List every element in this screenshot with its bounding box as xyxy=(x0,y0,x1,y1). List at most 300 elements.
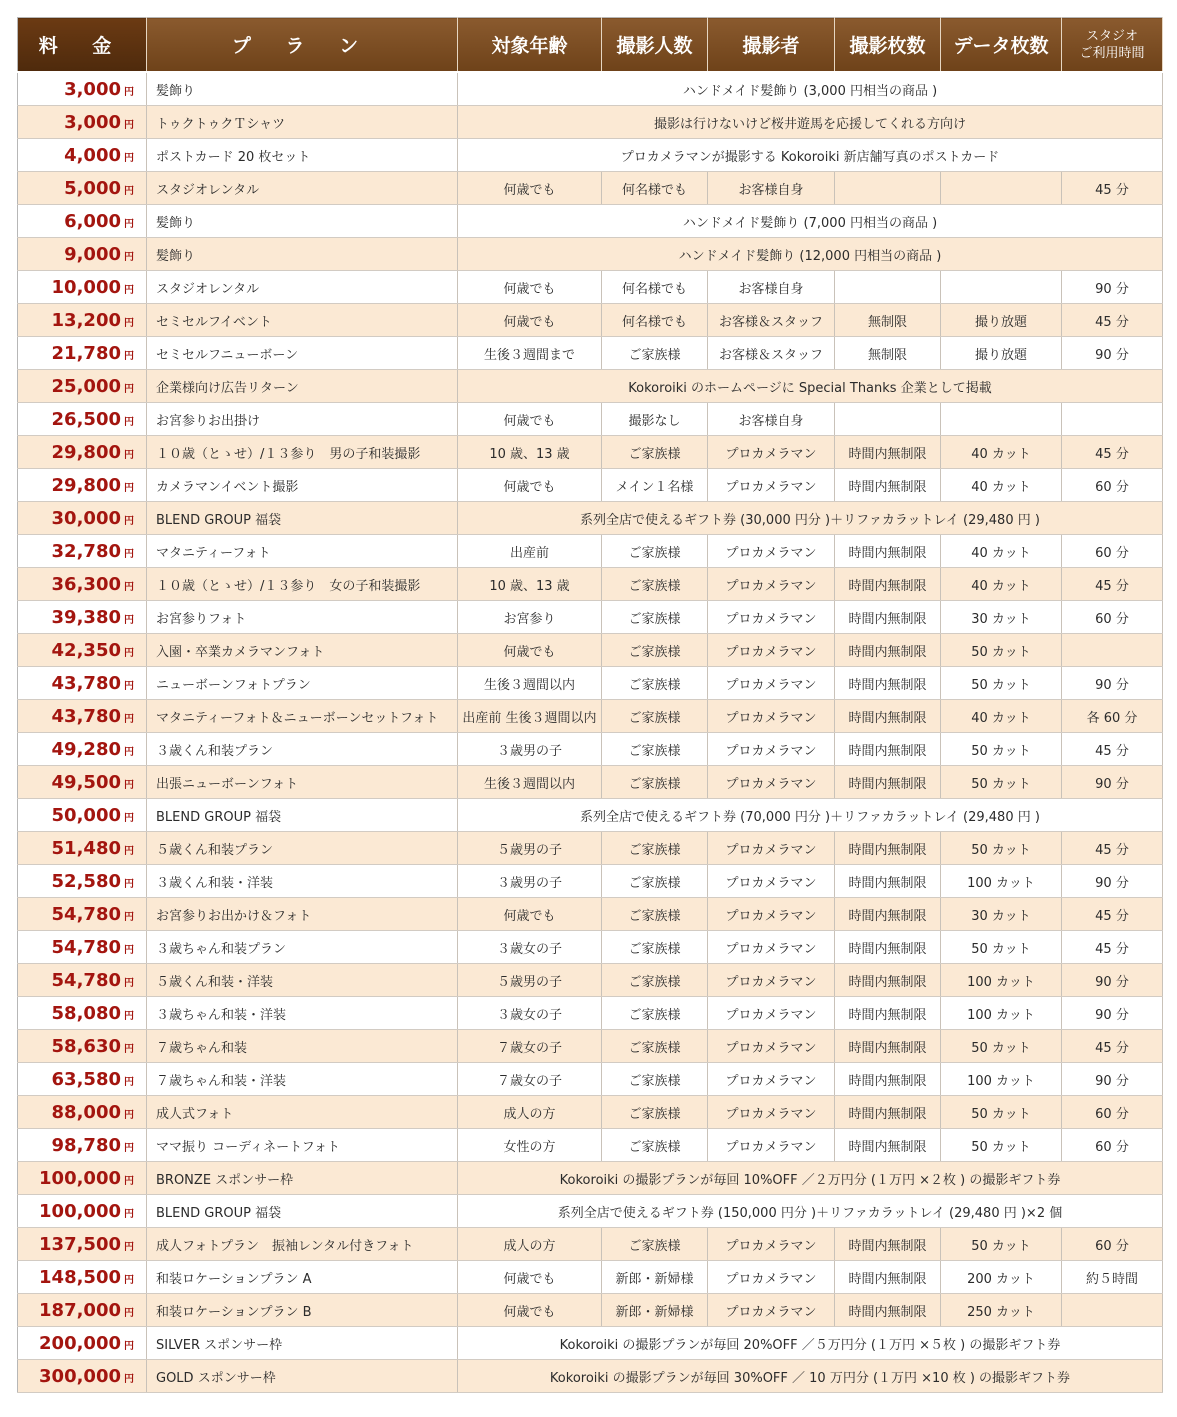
age-cell: 生後３週間まで xyxy=(458,337,602,370)
age-cell: 10 歳、13 歳 xyxy=(458,436,602,469)
people-cell: ご家族様 xyxy=(602,733,708,766)
price-cell xyxy=(18,766,147,799)
table-row xyxy=(18,1228,1163,1261)
table-row xyxy=(18,733,1163,766)
plan-cell: スタジオレンタル xyxy=(147,172,458,205)
age-cell: 出産前 xyxy=(458,535,602,568)
shots-cell xyxy=(835,403,941,436)
plan-cell: 企業様向け広告リターン xyxy=(147,370,458,403)
photographer-cell: プロカメラマン xyxy=(708,568,835,601)
table-row xyxy=(18,964,1163,997)
plan-cell: BRONZE スポンサー枠 xyxy=(147,1162,458,1195)
note-cell: Kokoroiki の撮影プランが毎回 30%OFF ／ 10 万円分 (１万円 ×10 枚 ) の撮影ギフト券 xyxy=(458,1360,1163,1393)
photographer-cell: プロカメラマン xyxy=(708,898,835,931)
data-count-cell: 50 カット xyxy=(941,931,1062,964)
photographer-cell: プロカメラマン xyxy=(708,700,835,733)
studio-time-cell: 45 分 xyxy=(1062,568,1163,601)
photographer-cell: プロカメラマン xyxy=(708,733,835,766)
table-header xyxy=(18,18,1163,73)
table-row xyxy=(18,271,1163,304)
price-value: 54,780 xyxy=(51,969,121,991)
shots-cell: 時間内無制限 xyxy=(835,667,941,700)
people-cell: ご家族様 xyxy=(602,1096,708,1129)
price-value: 43,780 xyxy=(51,705,121,727)
header-photographer: 撮影者 xyxy=(708,18,835,73)
plan-cell: 髪飾り xyxy=(147,238,458,271)
people-cell: ご家族様 xyxy=(602,1228,708,1261)
price-cell xyxy=(18,172,147,205)
shots-cell: 無制限 xyxy=(835,337,941,370)
shots-cell: 時間内無制限 xyxy=(835,1129,941,1162)
yen-unit: 円 xyxy=(124,1076,134,1088)
price-cell xyxy=(18,634,147,667)
table-row xyxy=(18,700,1163,733)
table-row xyxy=(18,469,1163,502)
studio-time-cell: 90 分 xyxy=(1062,997,1163,1030)
yen-unit: 円 xyxy=(124,977,134,989)
age-cell: 何歳でも xyxy=(458,1294,602,1327)
price-value: 10,000 xyxy=(51,276,121,298)
data-count-cell xyxy=(941,403,1062,436)
header-data-count: データ枚数 xyxy=(941,18,1062,73)
yen-unit: 円 xyxy=(124,185,134,197)
price-cell xyxy=(18,1360,147,1393)
price-value: 4,000 xyxy=(64,144,121,166)
price-value: 5,000 xyxy=(64,177,121,199)
table-row xyxy=(18,1360,1163,1393)
price-value: 63,580 xyxy=(51,1068,121,1090)
age-cell: 女性の方 xyxy=(458,1129,602,1162)
photographer-cell: プロカメラマン xyxy=(708,1096,835,1129)
price-value: 148,500 xyxy=(39,1266,121,1288)
table-row xyxy=(18,238,1163,271)
shots-cell: 時間内無制限 xyxy=(835,964,941,997)
price-cell xyxy=(18,1030,147,1063)
price-value: 32,780 xyxy=(51,540,121,562)
plan-cell: １０歳（とゝせ）/１３参り 女の子和装撮影 xyxy=(147,568,458,601)
shots-cell: 時間内無制限 xyxy=(835,898,941,931)
price-value: 51,480 xyxy=(51,837,121,859)
yen-unit: 円 xyxy=(124,779,134,791)
people-cell: ご家族様 xyxy=(602,865,708,898)
shots-cell: 時間内無制限 xyxy=(835,1030,941,1063)
table-row xyxy=(18,997,1163,1030)
studio-time-cell: 90 分 xyxy=(1062,667,1163,700)
studio-time-cell: 90 分 xyxy=(1062,865,1163,898)
age-cell: 成人の方 xyxy=(458,1228,602,1261)
studio-time-cell: 90 分 xyxy=(1062,964,1163,997)
data-count-cell xyxy=(941,271,1062,304)
plan-cell: カメラマンイベント撮影 xyxy=(147,469,458,502)
age-cell: ５歳男の子 xyxy=(458,832,602,865)
table-row xyxy=(18,1030,1163,1063)
yen-unit: 円 xyxy=(124,680,134,692)
people-cell: 何名様でも xyxy=(602,304,708,337)
yen-unit: 円 xyxy=(124,713,134,725)
table-row xyxy=(18,1261,1163,1294)
plan-cell: SILVER スポンサー枠 xyxy=(147,1327,458,1360)
price-table xyxy=(17,17,1163,1393)
data-count-cell xyxy=(941,172,1062,205)
age-cell: ５歳男の子 xyxy=(458,964,602,997)
price-cell xyxy=(18,337,147,370)
price-value: 13,200 xyxy=(51,309,121,331)
people-cell: ご家族様 xyxy=(602,931,708,964)
yen-unit: 円 xyxy=(124,383,134,395)
yen-unit: 円 xyxy=(124,1175,134,1187)
photographer-cell: プロカメラマン xyxy=(708,1294,835,1327)
people-cell: ご家族様 xyxy=(602,667,708,700)
studio-time-cell: 90 分 xyxy=(1062,271,1163,304)
header-studio-line1: スタジオ xyxy=(1085,28,1138,44)
photographer-cell: プロカメラマン xyxy=(708,667,835,700)
plan-cell: ５歳くん和装プラン xyxy=(147,832,458,865)
age-cell: ３歳女の子 xyxy=(458,931,602,964)
price-cell xyxy=(18,469,147,502)
plan-cell: BLEND GROUP 福袋 xyxy=(147,1195,458,1228)
shots-cell: 時間内無制限 xyxy=(835,1228,941,1261)
plan-cell: セミセルフイベント xyxy=(147,304,458,337)
photographer-cell: プロカメラマン xyxy=(708,1030,835,1063)
data-count-cell: 50 カット xyxy=(941,1096,1062,1129)
people-cell: 何名様でも xyxy=(602,172,708,205)
age-cell: 何歳でも xyxy=(458,172,602,205)
note-cell: Kokoroiki の撮影プランが毎回 10%OFF ／２万円分 (１万円 ×２枚 ) の撮影ギフト券 xyxy=(458,1162,1163,1195)
price-value: 3,000 xyxy=(64,111,121,133)
studio-time-cell xyxy=(1062,403,1163,436)
note-cell: ハンドメイド髪飾り (7,000 円相当の商品 ) xyxy=(458,205,1163,238)
shots-cell: 時間内無制限 xyxy=(835,865,941,898)
shots-cell: 無制限 xyxy=(835,304,941,337)
plan-cell: 成人式フォト xyxy=(147,1096,458,1129)
studio-time-cell: 60 分 xyxy=(1062,1096,1163,1129)
data-count-cell: 50 カット xyxy=(941,1228,1062,1261)
plan-cell: ３歳くん和装プラン xyxy=(147,733,458,766)
plan-cell: ７歳ちゃん和装 xyxy=(147,1030,458,1063)
studio-time-cell: 45 分 xyxy=(1062,172,1163,205)
plan-cell: お宮参りお出掛け xyxy=(147,403,458,436)
yen-unit: 円 xyxy=(124,482,134,494)
note-cell: 撮影は行けないけど桜井遊馬を応援してくれる方向け xyxy=(458,106,1163,139)
age-cell: お宮参り xyxy=(458,601,602,634)
price-cell xyxy=(18,1228,147,1261)
price-cell xyxy=(18,898,147,931)
photographer-cell: プロカメラマン xyxy=(708,997,835,1030)
data-count-cell: 200 カット xyxy=(941,1261,1062,1294)
age-cell: 10 歳、13 歳 xyxy=(458,568,602,601)
yen-unit: 円 xyxy=(124,1373,134,1385)
studio-time-cell: 60 分 xyxy=(1062,469,1163,502)
yen-unit: 円 xyxy=(124,614,134,626)
price-cell xyxy=(18,1294,147,1327)
data-count-cell: 100 カット xyxy=(941,964,1062,997)
studio-time-cell xyxy=(1062,634,1163,667)
age-cell: 何歳でも xyxy=(458,898,602,931)
yen-unit: 円 xyxy=(124,1340,134,1352)
table-row xyxy=(18,1063,1163,1096)
price-value: 29,800 xyxy=(51,474,121,496)
price-value: 29,800 xyxy=(51,441,121,463)
photographer-cell: お客様自身 xyxy=(708,403,835,436)
price-cell xyxy=(18,72,147,106)
price-value: 54,780 xyxy=(51,903,121,925)
data-count-cell: 撮り放題 xyxy=(941,337,1062,370)
price-value: 42,350 xyxy=(51,639,121,661)
yen-unit: 円 xyxy=(124,845,134,857)
plan-cell: 入園・卒業カメラマンフォト xyxy=(147,634,458,667)
price-cell xyxy=(18,931,147,964)
age-cell: ３歳女の子 xyxy=(458,997,602,1030)
price-cell xyxy=(18,1327,147,1360)
shots-cell: 時間内無制限 xyxy=(835,1096,941,1129)
price-value: 49,500 xyxy=(51,771,121,793)
yen-unit: 円 xyxy=(124,449,134,461)
table-row xyxy=(18,634,1163,667)
table-row xyxy=(18,72,1163,106)
yen-unit: 円 xyxy=(124,878,134,890)
shots-cell: 時間内無制限 xyxy=(835,436,941,469)
photographer-cell: プロカメラマン xyxy=(708,1261,835,1294)
table-row xyxy=(18,865,1163,898)
price-cell xyxy=(18,832,147,865)
note-cell: Kokoroiki の撮影プランが毎回 20%OFF ／５万円分 (１万円 ×５枚 ) の撮影ギフト券 xyxy=(458,1327,1163,1360)
plan-cell: ３歳ちゃん和装プラン xyxy=(147,931,458,964)
photographer-cell: プロカメラマン xyxy=(708,1063,835,1096)
price-value: 187,000 xyxy=(39,1299,121,1321)
photographer-cell: プロカメラマン xyxy=(708,469,835,502)
data-count-cell: 100 カット xyxy=(941,1063,1062,1096)
age-cell: ７歳女の子 xyxy=(458,1063,602,1096)
yen-unit: 円 xyxy=(124,218,134,230)
age-cell: 何歳でも xyxy=(458,403,602,436)
age-cell: 生後３週間以内 xyxy=(458,766,602,799)
shots-cell: 時間内無制限 xyxy=(835,700,941,733)
price-value: 54,780 xyxy=(51,936,121,958)
studio-time-cell: 45 分 xyxy=(1062,832,1163,865)
plan-cell: マタニティーフォト＆ニューボーンセットフォト xyxy=(147,700,458,733)
plan-cell: GOLD スポンサー枠 xyxy=(147,1360,458,1393)
table-row xyxy=(18,535,1163,568)
price-cell xyxy=(18,1195,147,1228)
people-cell: ご家族様 xyxy=(602,568,708,601)
photographer-cell: プロカメラマン xyxy=(708,634,835,667)
studio-time-cell: 45 分 xyxy=(1062,931,1163,964)
table-row xyxy=(18,1096,1163,1129)
price-cell xyxy=(18,733,147,766)
studio-time-cell: 60 分 xyxy=(1062,1129,1163,1162)
yen-unit: 円 xyxy=(124,1010,134,1022)
table-row xyxy=(18,370,1163,403)
yen-unit: 円 xyxy=(124,812,134,824)
people-cell: 何名様でも xyxy=(602,271,708,304)
age-cell: 生後３週間以内 xyxy=(458,667,602,700)
data-count-cell: 40 カット xyxy=(941,568,1062,601)
shots-cell: 時間内無制限 xyxy=(835,832,941,865)
data-count-cell: 250 カット xyxy=(941,1294,1062,1327)
table-row xyxy=(18,502,1163,535)
price-cell xyxy=(18,568,147,601)
header-people: 撮影人数 xyxy=(602,18,708,73)
table-row xyxy=(18,766,1163,799)
data-count-cell: 50 カット xyxy=(941,634,1062,667)
table-row xyxy=(18,667,1163,700)
photographer-cell: プロカメラマン xyxy=(708,1129,835,1162)
data-count-cell: 50 カット xyxy=(941,766,1062,799)
age-cell: 成人の方 xyxy=(458,1096,602,1129)
people-cell: メイン１名様 xyxy=(602,469,708,502)
plan-cell: セミセルフニューボーン xyxy=(147,337,458,370)
shots-cell: 時間内無制限 xyxy=(835,997,941,1030)
yen-unit: 円 xyxy=(124,152,134,164)
table-row xyxy=(18,1294,1163,1327)
price-cell xyxy=(18,502,147,535)
photographer-cell: プロカメラマン xyxy=(708,601,835,634)
table-row xyxy=(18,1162,1163,1195)
data-count-cell: 30 カット xyxy=(941,898,1062,931)
note-cell: プロカメラマンが撮影する Kokoroiki 新店舗写真のポストカード xyxy=(458,139,1163,172)
price-value: 30,000 xyxy=(51,507,121,529)
age-cell: ３歳男の子 xyxy=(458,733,602,766)
data-count-cell: 撮り放題 xyxy=(941,304,1062,337)
yen-unit: 円 xyxy=(124,416,134,428)
table-row xyxy=(18,139,1163,172)
price-value: 88,000 xyxy=(51,1101,121,1123)
photographer-cell: お客様＆スタッフ xyxy=(708,337,835,370)
shots-cell: 時間内無制限 xyxy=(835,1063,941,1096)
photographer-cell: お客様自身 xyxy=(708,271,835,304)
note-cell: 系列全店で使えるギフト券 (30,000 円分 )＋リファカラットレイ (29,480 円 ) xyxy=(458,502,1163,535)
price-value: 9,000 xyxy=(64,243,121,265)
table-row xyxy=(18,304,1163,337)
studio-time-cell: 90 分 xyxy=(1062,766,1163,799)
data-count-cell: 50 カット xyxy=(941,1030,1062,1063)
plan-cell: 髪飾り xyxy=(147,205,458,238)
data-count-cell: 40 カット xyxy=(941,436,1062,469)
yen-unit: 円 xyxy=(124,746,134,758)
shots-cell xyxy=(835,271,941,304)
studio-time-cell: 90 分 xyxy=(1062,1063,1163,1096)
price-value: 98,780 xyxy=(51,1134,121,1156)
people-cell: 新郎・新婦様 xyxy=(602,1294,708,1327)
people-cell: 撮影なし xyxy=(602,403,708,436)
data-count-cell: 40 カット xyxy=(941,700,1062,733)
studio-time-cell: 45 分 xyxy=(1062,898,1163,931)
plan-cell: 髪飾り xyxy=(147,72,458,106)
price-cell xyxy=(18,535,147,568)
shots-cell: 時間内無制限 xyxy=(835,1294,941,1327)
note-cell: ハンドメイド髪飾り (3,000 円相当の商品 ) xyxy=(458,72,1163,106)
shots-cell: 時間内無制限 xyxy=(835,469,941,502)
studio-time-cell: 45 分 xyxy=(1062,436,1163,469)
price-value: 36,300 xyxy=(51,573,121,595)
price-value: 300,000 xyxy=(39,1365,121,1387)
price-cell xyxy=(18,997,147,1030)
photographer-cell: プロカメラマン xyxy=(708,1228,835,1261)
plan-cell: ５歳くん和装・洋装 xyxy=(147,964,458,997)
price-value: 200,000 xyxy=(39,1332,121,1354)
yen-unit: 円 xyxy=(124,1208,134,1220)
yen-unit: 円 xyxy=(124,1043,134,1055)
people-cell: ご家族様 xyxy=(602,898,708,931)
studio-time-cell: 約５時間 xyxy=(1062,1261,1163,1294)
data-count-cell: 50 カット xyxy=(941,667,1062,700)
plan-cell: 成人フォトプラン 振袖レンタル付きフォト xyxy=(147,1228,458,1261)
studio-time-cell: 45 分 xyxy=(1062,733,1163,766)
people-cell: ご家族様 xyxy=(602,964,708,997)
price-cell xyxy=(18,370,147,403)
yen-unit: 円 xyxy=(124,1307,134,1319)
header-plan: プ ラ ン xyxy=(147,18,458,73)
price-cell xyxy=(18,238,147,271)
data-count-cell: 30 カット xyxy=(941,601,1062,634)
price-cell xyxy=(18,799,147,832)
table-row xyxy=(18,337,1163,370)
photographer-cell: お客様＆スタッフ xyxy=(708,304,835,337)
people-cell: ご家族様 xyxy=(602,1129,708,1162)
data-count-cell: 100 カット xyxy=(941,865,1062,898)
price-value: 3,000 xyxy=(64,78,121,100)
people-cell: ご家族様 xyxy=(602,535,708,568)
data-count-cell: 50 カット xyxy=(941,733,1062,766)
yen-unit: 円 xyxy=(124,944,134,956)
age-cell: 何歳でも xyxy=(458,271,602,304)
price-value: 21,780 xyxy=(51,342,121,364)
people-cell: ご家族様 xyxy=(602,700,708,733)
header-studio-time xyxy=(1062,18,1163,73)
price-cell xyxy=(18,271,147,304)
yen-unit: 円 xyxy=(124,911,134,923)
plan-cell: 和装ロケーションプラン A xyxy=(147,1261,458,1294)
photographer-cell: プロカメラマン xyxy=(708,931,835,964)
price-cell xyxy=(18,964,147,997)
plan-cell: 和装ロケーションプラン B xyxy=(147,1294,458,1327)
age-cell: ３歳男の子 xyxy=(458,865,602,898)
header-shots: 撮影枚数 xyxy=(835,18,941,73)
studio-time-cell: 60 分 xyxy=(1062,535,1163,568)
yen-unit: 円 xyxy=(124,86,134,98)
shots-cell xyxy=(835,172,941,205)
plan-cell: マタニティーフォト xyxy=(147,535,458,568)
note-cell: 系列全店で使えるギフト券 (70,000 円分 )＋リファカラットレイ (29,480 円 ) xyxy=(458,799,1163,832)
photographer-cell: プロカメラマン xyxy=(708,865,835,898)
photographer-cell: プロカメラマン xyxy=(708,964,835,997)
price-value: 137,500 xyxy=(39,1233,121,1255)
table-row xyxy=(18,931,1163,964)
price-cell xyxy=(18,700,147,733)
yen-unit: 円 xyxy=(124,515,134,527)
note-cell: 系列全店で使えるギフト券 (150,000 円分 )＋リファカラットレイ (29,480 円 )×2 個 xyxy=(458,1195,1163,1228)
plan-cell: ３歳ちゃん和装・洋装 xyxy=(147,997,458,1030)
yen-unit: 円 xyxy=(124,1241,134,1253)
note-cell: ハンドメイド髪飾り (12,000 円相当の商品 ) xyxy=(458,238,1163,271)
studio-time-cell: 60 分 xyxy=(1062,1228,1163,1261)
yen-unit: 円 xyxy=(124,1142,134,1154)
studio-time-cell xyxy=(1062,1294,1163,1327)
people-cell: ご家族様 xyxy=(602,766,708,799)
yen-unit: 円 xyxy=(124,350,134,362)
note-cell: Kokoroiki のホームページに Special Thanks 企業として掲載 xyxy=(458,370,1163,403)
photographer-cell: プロカメラマン xyxy=(708,832,835,865)
price-cell xyxy=(18,304,147,337)
data-count-cell: 40 カット xyxy=(941,469,1062,502)
data-count-cell: 40 カット xyxy=(941,535,1062,568)
table-row xyxy=(18,436,1163,469)
price-value: 52,580 xyxy=(51,870,121,892)
yen-unit: 円 xyxy=(124,581,134,593)
people-cell: ご家族様 xyxy=(602,634,708,667)
plan-cell: スタジオレンタル xyxy=(147,271,458,304)
yen-unit: 円 xyxy=(124,647,134,659)
